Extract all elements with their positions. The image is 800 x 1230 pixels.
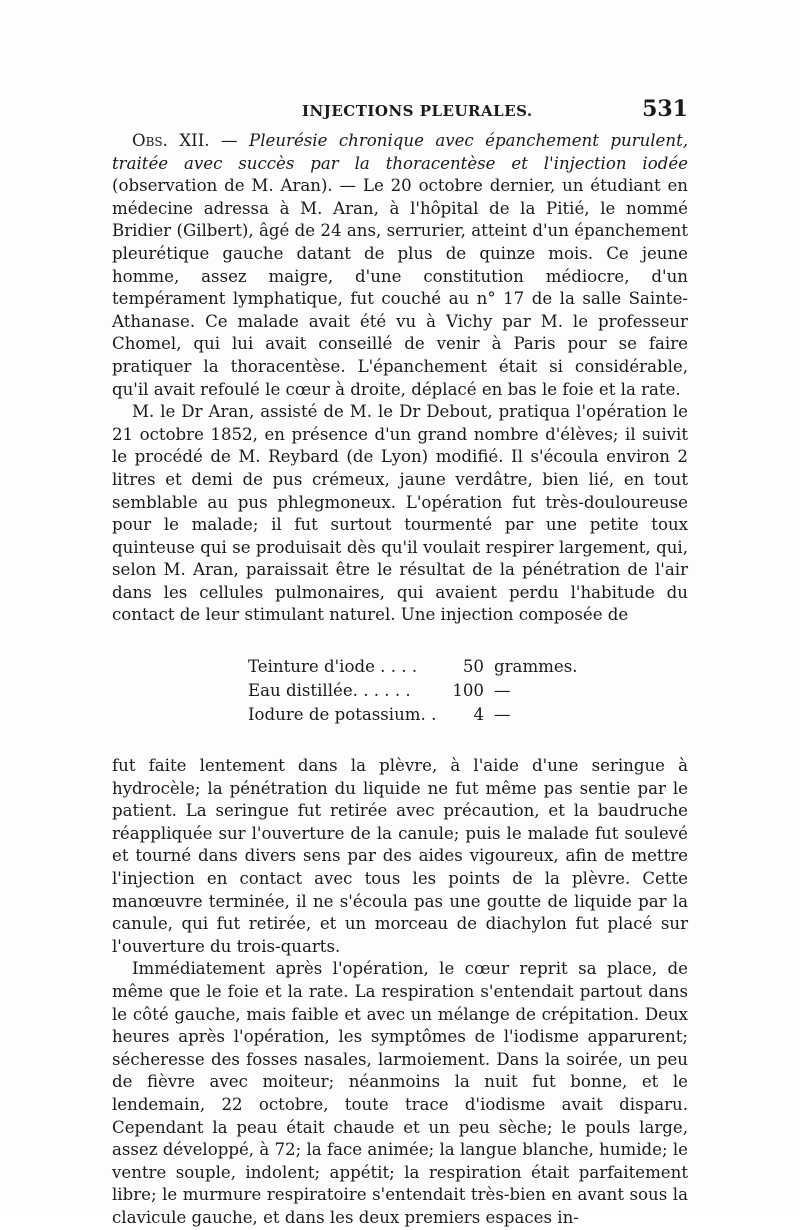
formula-row (248, 655, 688, 679)
ingredient-name: Iodure de potassium. . (248, 705, 437, 725)
ingredient-quantity: 100 (452, 681, 484, 701)
paragraph-observation-intro (112, 130, 688, 401)
injection-formula (248, 655, 688, 727)
ingredient-unit: — (494, 705, 511, 725)
ingredient-quantity: 50 (462, 657, 484, 677)
observation-label: Obs. XII. (132, 131, 210, 150)
paragraph-aftermath: Immédiatement après l'opération, le cœur reprit sa place, de même que le foie et la rate. La respiration s'entendait partout dans le côté gauche, mais faible et avec un mélange de crépitation. Deux heures après l'opération, les symptômes de l'iodisme apparurent; sécheresse des fosses nasales, larmoiement. Dans la soirée, un peu de fièvre avec moiteur; néanmoins la nuit fut bonne, et le lendemain, 22 octobre, toute trace d'iodisme avait disparu. Cependant la peau était chaude et un peu sèche; le pouls large, assez développé, à 72; la face animée; la langue blanche, humide; le ventre souple, indolent; appétit; la respiration était parfaitement libre; le murmure respiratoire s'entendait très-bien en avant sous la clavicule gauche, et dans les deux premiers espaces in- (112, 959, 688, 1227)
paragraph-operation: M. le Dr Aran, assisté de M. le Dr Debout, pratiqua l'opération le 21 octobre 1852, en présence d'un grand nombre d'élèves; il suivit le procédé de M. Reybard (de Lyon) modifié. Il s'écoula environ 2 litres et demi de pus crémeux, jaune verdâtre, bien lié, en tout semblable au pus phlegmoneux. L'opération fut très-douloureuse pour le malade; il fut surtout tourmenté par une petite toux quinteuse qui se produisait dès qu'il voulait respirer largement, qui, selon M. Aran, paraissait être le résultat de la pénétration de l'air dans les cellules pulmonaires, qui avaient perdu l'habitude du contact de leur stimulant naturel. Une injection composée de (112, 402, 688, 625)
formula-row (248, 703, 688, 727)
ingredient-quantity: 4 (473, 705, 484, 725)
ingredient-unit: — (494, 681, 511, 701)
body-text (112, 130, 688, 1230)
formula-row (248, 679, 688, 703)
page-number: 531 (642, 96, 688, 122)
paragraph-injection: fut faite lentement dans la plèvre, à l'aide d'une seringue à hydrocèle; la pénétration du liquide ne fut même pas sentie par le patient. La seringue fut retirée avec précaution, et la baudruche réappliquée sur l'ouverture de la canule; puis le malade fut soulevé et tourné dans divers sens par des aides vigoureux, afin de mettre l'injection en contact avec tous les points de la plèvre. Cette manœuvre terminée, il ne s'écoula pas une goutte de liquide par la canule, qui fut retirée, et un morceau de diachylon fut placé sur l'ouverture du trois-quarts. (112, 756, 688, 956)
ingredient-name: Eau distillée. . . . . . (248, 681, 411, 701)
page-header (112, 96, 688, 126)
paragraph-text: (observation de M. Aran). — Le 20 octobre dernier, un étudiant en médecine adressa à M. Aran, à l'hôpital de la Pitié, le nommé Bridier (Gilbert), âgé de 24 ans, serrurier, atteint d'un épanchement pleurétique gauche datant de plus de quinze mois. Ce jeune homme, assez maigre, d'une constitution médiocre, d'un tempérament lymphatique, fut couché au n° 17 de la salle Sainte-Athanase. Ce malade avait été vu à Vichy par M. le professeur Chomel, qui lui avait conseillé de venir à Paris pour se faire pratiquer la thoracentèse. L'épanchement était si considérable, qu'il avait refoulé le cœur à droite, déplacé en bas le foie et la rate. (112, 176, 688, 399)
observation-title: — Pleurésie chronique avec épanchement purulent, traitée avec succès par la thoracentèse et l'injection iodée (112, 131, 689, 173)
ingredient-name: Teinture d'iode . . . . (248, 657, 418, 677)
ingredient-unit: grammes. (494, 657, 578, 677)
running-title: INJECTIONS PLEURALES. (302, 102, 533, 120)
